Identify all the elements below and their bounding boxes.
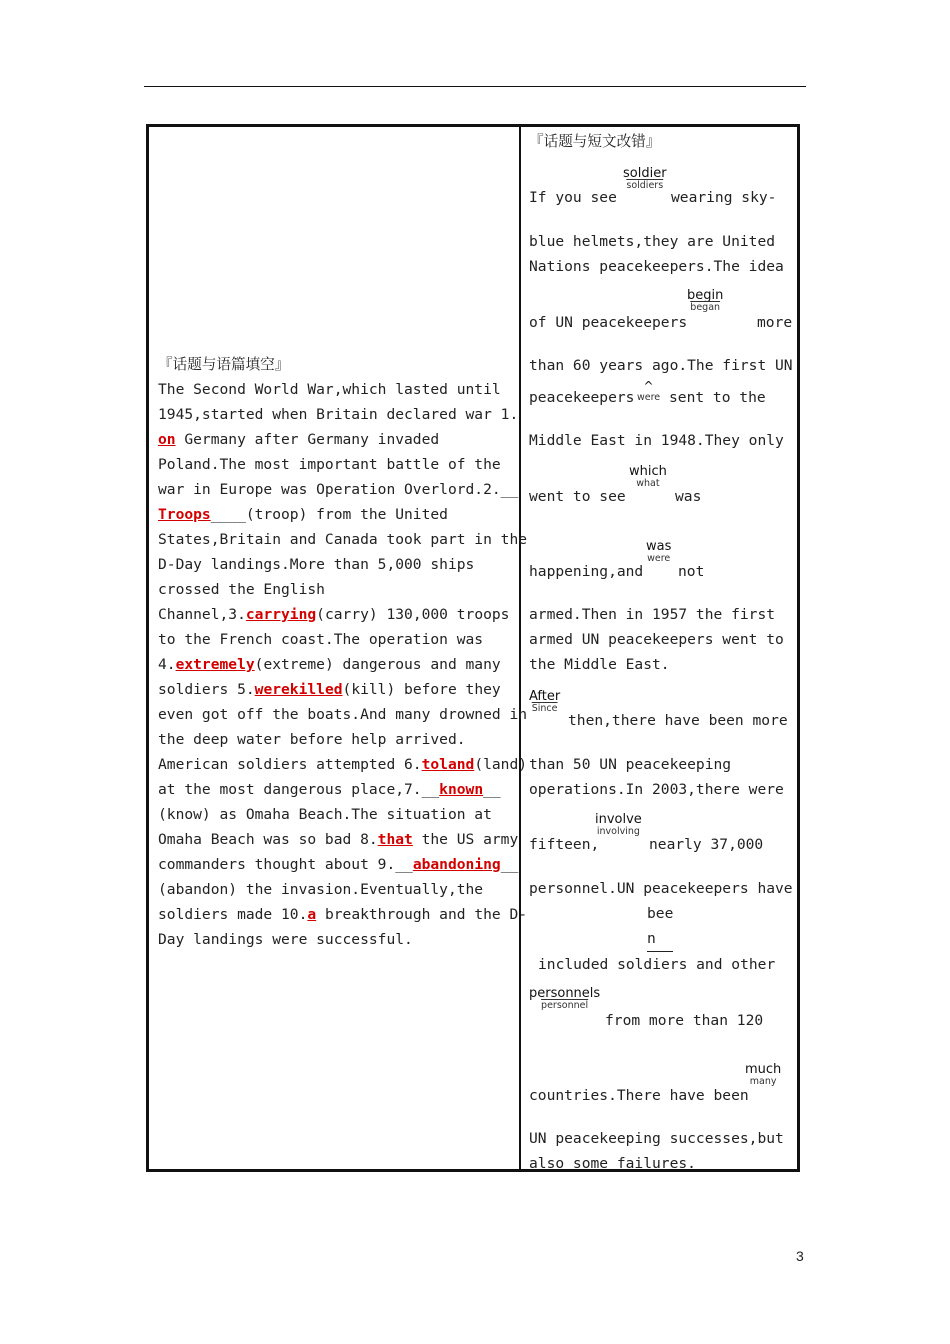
passage-text: D-Day landings.More than 5,000 ships: [158, 556, 475, 573]
passage-line: [158, 427, 513, 452]
passage-line: not: [678, 563, 705, 580]
passage-line: [158, 877, 513, 902]
left-passage: [158, 377, 528, 952]
passage-text: (abandon) the invasion.Eventually,the: [158, 881, 484, 898]
correction-mark: begin began: [687, 288, 724, 313]
passage-text: at the most dangerous place,7.__: [158, 781, 440, 798]
passage-line: [158, 702, 528, 727]
answer-text: known: [439, 781, 484, 798]
passage-line: than 50 UN peacekeeping: [529, 756, 732, 773]
passage-line: more: [757, 314, 793, 331]
answer-text: that: [377, 831, 413, 848]
passage-text: (land): [474, 756, 528, 773]
passage-line: armed UN peacekeepers went to: [529, 631, 784, 648]
passage-line: peacekeepers: [529, 389, 635, 406]
passage-line: [158, 927, 513, 952]
passage-line: then,there have been more: [568, 712, 788, 729]
passage-text: ____(troop) from the United: [210, 506, 448, 523]
passage-text: to the French coast.The operation was: [158, 631, 484, 648]
passage-line: included soldiers and other: [538, 956, 776, 973]
passage-line: operations.In 2003,there were: [529, 781, 784, 798]
passage-text: soldiers 5.: [158, 681, 255, 698]
answer-text: abandoning: [412, 856, 501, 873]
passage-line: was: [675, 488, 702, 505]
correction-mark: soldier soldiers: [623, 166, 667, 191]
correction-mark: After Since: [529, 689, 561, 714]
passage-text: war in Europe was Operation Overlord.2.__: [158, 481, 519, 498]
passage-line: than 60 years ago.The first UN: [529, 357, 793, 374]
passage-line: n: [647, 926, 673, 952]
passage-line: [158, 827, 519, 852]
passage-line: personnel.UN peacekeepers have: [529, 880, 793, 897]
passage-text: the deep water before help arrived.: [158, 731, 466, 748]
passage-line: armed.Then in 1957 the first: [529, 606, 776, 623]
correction-mark: personnels personnel: [529, 986, 601, 1011]
answer-text: extremely: [175, 656, 255, 673]
passage-line: [158, 452, 513, 477]
right-heading: 『话题与短文改错』: [529, 133, 661, 150]
passage-text: breakthrough and the D-: [316, 906, 528, 923]
passage-text: American soldiers attempted 6.: [158, 756, 422, 773]
passage-text: Germany after Germany invaded: [175, 431, 440, 448]
answer-text: toland: [421, 756, 475, 773]
passage-line: [158, 502, 513, 527]
left-column: [158, 352, 528, 952]
answer-text: werekilled: [254, 681, 343, 698]
correction-mark: ^ were: [637, 379, 661, 403]
passage-line: [158, 652, 513, 677]
passage-line: [158, 527, 528, 552]
passage-line: [158, 727, 513, 752]
passage-line: nearly 37,000: [649, 836, 764, 853]
correction-mark: involve involving: [595, 812, 642, 837]
page-number: 3: [796, 1248, 804, 1264]
column-divider: [519, 127, 521, 1169]
passage-line: [158, 852, 519, 877]
passage-text: Channel,3.: [158, 606, 246, 623]
passage-line: [158, 752, 528, 777]
passage-line: [158, 802, 513, 827]
passage-text: the US army: [412, 831, 519, 848]
passage-line: sent to the: [669, 389, 766, 406]
passage-text: 4.: [158, 656, 176, 673]
passage-line: blue helmets,they are United: [529, 233, 776, 250]
passage-line: wearing sky-: [671, 189, 777, 206]
passage-line: happening,and: [529, 563, 644, 580]
passage-line: Nations peacekeepers.The idea: [529, 258, 784, 275]
exercise-table: [146, 124, 800, 1172]
passage-line: [158, 602, 513, 627]
passage-line: fifteen,: [529, 836, 600, 853]
passage-line: If you see: [529, 189, 617, 206]
passage-line: [158, 677, 513, 702]
passage-text: (carry) 130,000 troops: [316, 606, 510, 623]
passage-text: The Second World War,which lasted until: [158, 381, 501, 398]
passage-text: 1945,started when Britain declared war 1.: [158, 406, 519, 423]
passage-text: Omaha Beach was so bad 8.: [158, 831, 378, 848]
passage-line: went to see: [529, 488, 626, 505]
passage-line: [158, 902, 528, 927]
passage-line: [158, 577, 513, 602]
passage-text: Day landings were successful.: [158, 931, 413, 948]
passage-text: __: [483, 781, 501, 798]
passage-line: [158, 552, 513, 577]
correction-mark: was were: [646, 539, 672, 564]
passage-line: [158, 627, 513, 652]
passage-line: [158, 777, 513, 802]
header-rule: [144, 86, 806, 87]
passage-text: even got off the boats.And many drowned in: [158, 706, 528, 723]
answer-text: Troops: [158, 506, 211, 523]
passage-line: [158, 477, 519, 502]
passage-line: countries.There have been: [529, 1087, 749, 1104]
passage-text: States,Britain and Canada took part in the: [158, 531, 528, 548]
passage-line: also some failures.: [529, 1155, 696, 1172]
passage-line: UN peacekeeping successes,but: [529, 1130, 784, 1147]
passage-text: __: [500, 856, 519, 873]
passage-text: soldiers made 10.: [158, 906, 308, 923]
passage-text: (know) as Omaha Beach.The situation at: [158, 806, 492, 823]
passage-line: the Middle East.: [529, 656, 670, 673]
answer-text: carrying: [245, 606, 317, 623]
correction-mark: much many: [745, 1062, 782, 1087]
answer-text: on: [158, 431, 176, 448]
passage-line: [158, 377, 513, 402]
passage-line: from more than 120: [605, 1012, 764, 1029]
left-heading: 『话题与语篇填空』: [158, 356, 290, 373]
passage-line: bee: [647, 905, 674, 922]
passage-text: Poland.The most important battle of the: [158, 456, 501, 473]
passage-text: crossed the English: [158, 581, 325, 598]
passage-line: Middle East in 1948.They only: [529, 432, 784, 449]
passage-text: (extreme) dangerous and many: [254, 656, 501, 673]
answer-text: a: [307, 906, 317, 923]
passage-text: (kill) before they: [342, 681, 501, 698]
passage-line: of UN peacekeepers: [529, 314, 688, 331]
passage-line: [158, 402, 519, 427]
passage-text: commanders thought about 9.__: [158, 856, 413, 873]
correction-mark: which what: [629, 464, 667, 489]
